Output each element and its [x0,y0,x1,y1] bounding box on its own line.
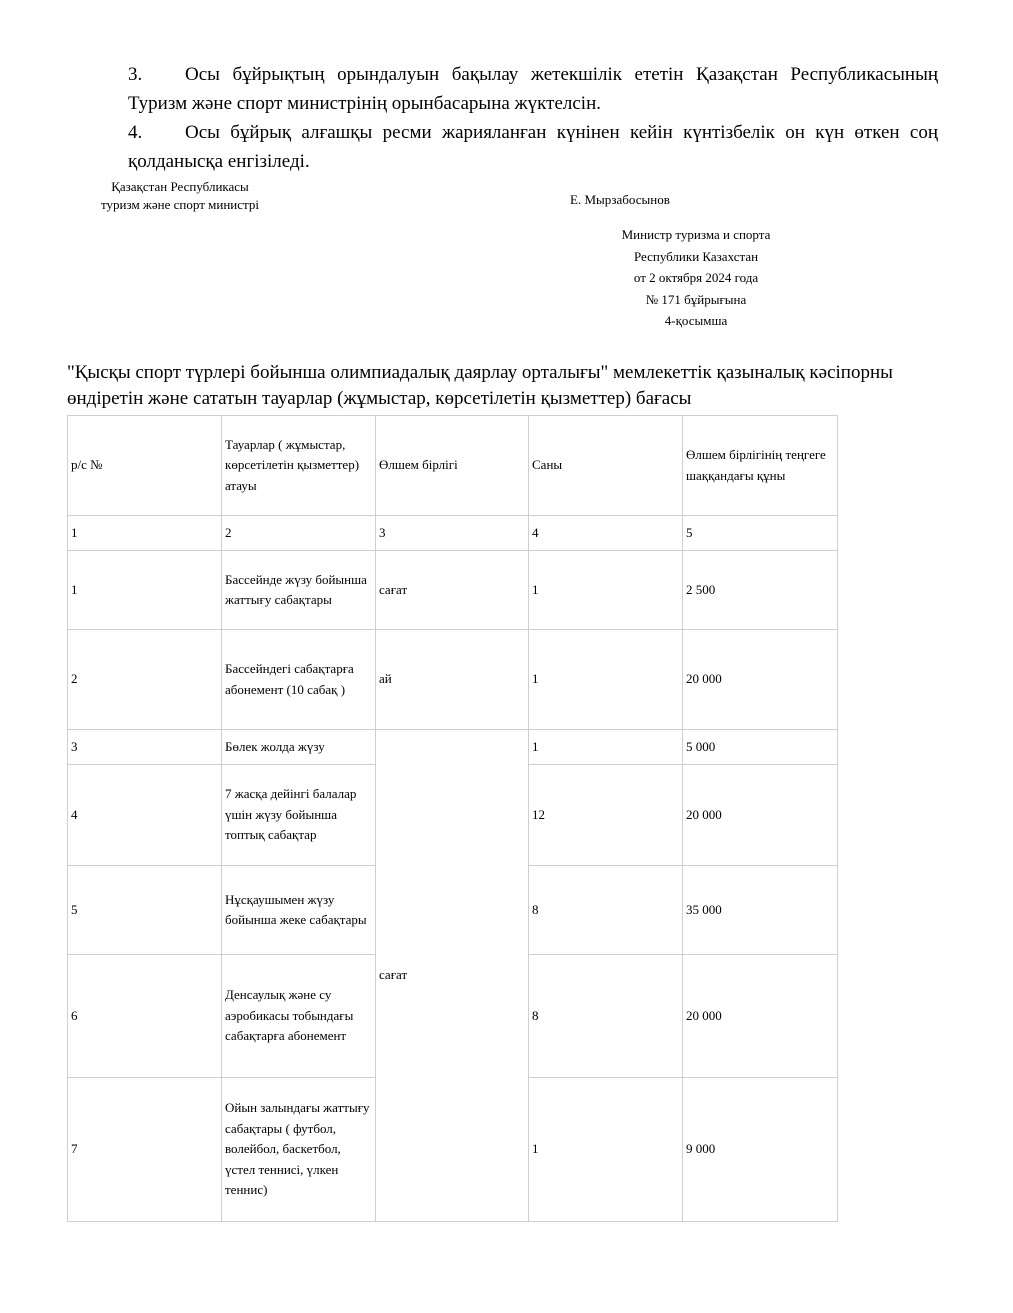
row-price: 5 000 [683,730,838,765]
row-price: 20 000 [683,630,838,730]
table-row [68,730,838,765]
header-cell: Өлшем бірлігі [376,416,529,516]
header-cell: р/с № [68,416,222,516]
row-number: 7 [68,1078,222,1222]
row-unit: ай [376,630,529,730]
row-name: 7 жасқа дейінгі балалар үшін жүзу бойынша топтық сабақтар [222,765,376,866]
index-cell: 1 [68,516,222,551]
header-cell: Саны [529,416,683,516]
paragraph-number: 3. [128,64,143,85]
row-unit: сағат [376,730,529,1222]
annex-line: № 171 бұйрығына [645,291,747,307]
row-number: 1 [68,551,222,630]
annex-line: от 2 октября 2024 года [633,270,759,285]
row-number: 6 [68,955,222,1078]
price-table [67,415,838,1222]
row-name: Ойын залындағы жаттығу сабақтары ( футбол, волейбол, баскетбол, үстел теннисі, үлкен теннис) [222,1078,376,1222]
index-cell: 3 [376,516,529,551]
row-quantity: 8 [529,955,683,1078]
paragraph-number: 4. [128,122,143,143]
row-unit: сағат [376,551,529,630]
paragraph-text: Осы бұйрықтың орындалуын бақылау жетекшілік ететін Қазақстан Республикасының Туризм және спорт министрінің орынбасарына жүктелсін. [128,64,938,114]
row-price: 9 000 [683,1078,838,1222]
table-header-row [68,416,838,516]
index-cell: 5 [683,516,838,551]
row-name: Денсаулық және су аэробикасы тобындағы сабақтарға абонемент [222,955,376,1078]
signatory-position-line: туризм және спорт министрі [101,197,259,212]
index-cell: 4 [529,516,683,551]
row-price: 20 000 [683,955,838,1078]
row-number: 5 [68,866,222,955]
row-quantity: 8 [529,866,683,955]
row-number: 2 [68,630,222,730]
table-row [68,551,838,630]
row-quantity: 12 [529,765,683,866]
row-number: 3 [68,730,222,765]
paragraph-text: Осы бұйрық алғашқы ресми жарияланған күнінен кейін күнтізбелік он күн өткен соң қолданысқа енгізіледі. [128,122,938,172]
row-name: Бөлек жолда жүзу [222,730,376,765]
paragraph-3 [128,60,938,118]
paragraph-4 [128,118,938,176]
header-cell: Тауарлар ( жұмыстар, көрсетілетін қызметтер) атауы [222,416,376,516]
row-price: 35 000 [683,866,838,955]
annex-stamp [586,224,806,332]
row-name: Бассейндегі сабақтарға абонемент (10 сабақ ) [222,630,376,730]
header-cell: Өлшем бірлігінің теңгеге шаққандағы құны [683,416,838,516]
index-cell: 2 [222,516,376,551]
table-index-row [68,516,838,551]
annex-line: Республики Казахстан [633,248,759,264]
signatory-position-line: Қазақстан Республикасы [111,179,249,194]
row-quantity: 1 [529,730,683,765]
table-row [68,630,838,730]
annex-line: 4-қосымша [664,313,728,328]
annex-line: Министр туризма и спорта [621,227,771,242]
row-price: 20 000 [683,765,838,866]
row-quantity: 1 [529,1078,683,1222]
document-title: "Қысқы спорт түрлері бойынша олимпиадалық даярлау орталығы" мемлекеттік қазыналық кәсіпорны өндіретін және сататын тауарлар (жұмыстар, көрсетілетін қызметтер) бағасы [67,362,893,409]
row-name: Бассейнде жүзу бойынша жаттығу сабақтары [222,551,376,630]
row-quantity: 1 [529,630,683,730]
row-name: Нұсқаушымен жүзу бойынша жеке сабақтары [222,866,376,955]
signatory-position [60,178,300,214]
signatory-name: Е. Мырзабосынов [570,192,670,207]
row-quantity: 1 [529,551,683,630]
row-price: 2 500 [683,551,838,630]
row-number: 4 [68,765,222,866]
